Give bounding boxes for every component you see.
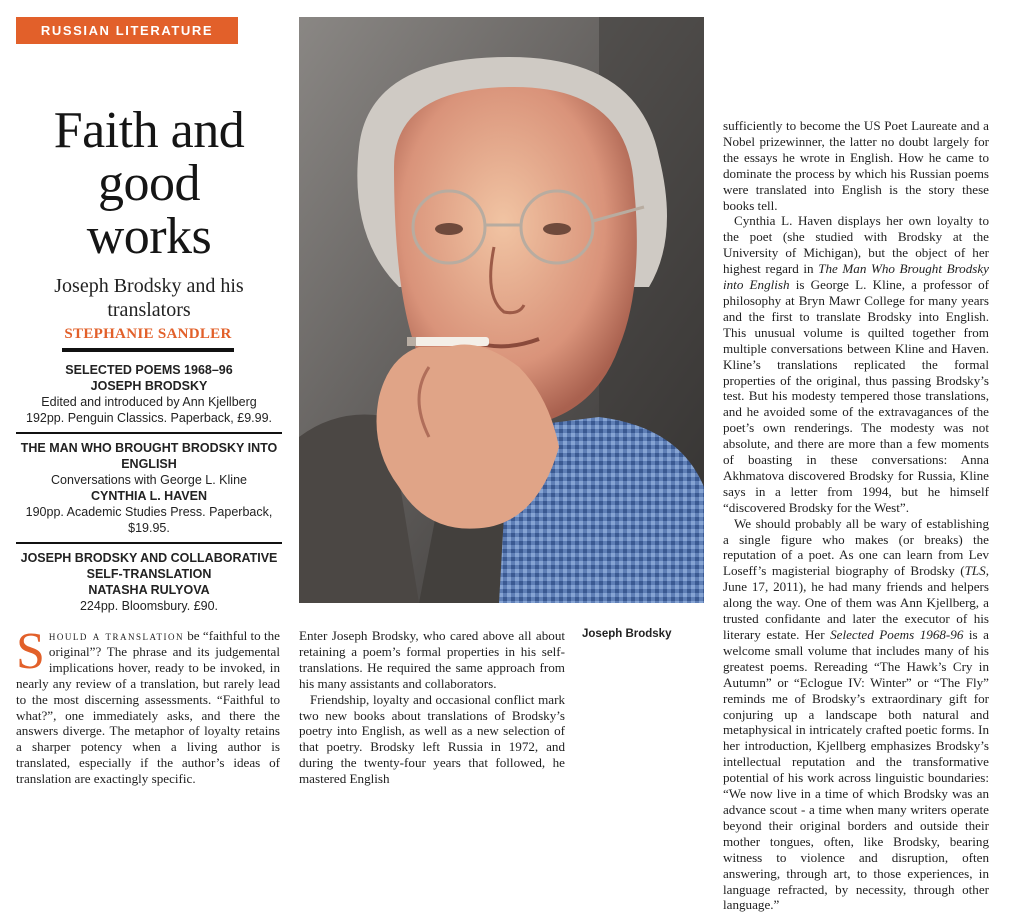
- book-title: SELECTED POEMS 1968–96: [65, 363, 233, 377]
- book-title-italic: Selected Poems 1968-96: [830, 627, 964, 642]
- book-title: THE MAN WHO BROUGHT BRODSKY INTO ENGLISH: [20, 441, 278, 471]
- headline: [16, 104, 282, 263]
- standfirst: [30, 274, 268, 322]
- book-publication: 190pp. Academic Studies Press. Paperback, $19.95.: [25, 505, 273, 535]
- lead-in: hould a translation: [48, 628, 184, 643]
- book-list: [16, 362, 282, 620]
- book-entry: [16, 362, 282, 432]
- paragraph-text: , June 17, 2011), he had many friends and helpers along the way. One of them was Ann Kjellberg, a trusted confidante and later the executor of his literary estate. Her: [723, 563, 989, 642]
- paragraph-text: is George L. Kline, a professor of philosophy at Bryn Mawr College for many years and the first to translate Brodsky into English. This unusual volume is quilted together from multiple conversations between Kline and Haven. Kline’s translations replicated the formal properties of the original, thus passing Brodsky’s test. But his modesty tempered those translations, and he avoided some of the extravagances of the poet’s own renderings. The modesty was not absolute, and there are more than a few moments of boasting in these conversations: Anna Akhmatova discovered Brodsky for Russia, Kline says in a letter from 1994, but he himself “discovered Brodsky for the West”.: [723, 277, 989, 515]
- byline: STEPHANIE SANDLER: [62, 326, 234, 352]
- book-entry: [16, 432, 282, 542]
- headline-line: Faith and: [53, 102, 245, 159]
- paragraph: [723, 213, 989, 515]
- book-note: Edited and introduced by Ann Kjellberg: [41, 395, 257, 409]
- book-author: CYNTHIA L. HAVEN: [91, 489, 207, 503]
- author-portrait-photo: [299, 17, 704, 603]
- body-column-1: [16, 623, 280, 787]
- headline-line: works: [86, 208, 212, 265]
- book-entry: [16, 542, 282, 620]
- drop-cap: S: [16, 623, 45, 680]
- book-author: NATASHA RULYOVA: [88, 583, 210, 597]
- paragraph: Friendship, loyalty and occasional conflict mark two new books about translations of Brodsky’s poetry into English, as well as a new selection of that poetry. Brodsky left Russia in 1972, and during the twenty-four years that followed, he mastered English: [299, 691, 565, 787]
- paragraph: Enter Joseph Brodsky, who cared above all about retaining a poem’s formal properties in his self-translations. He required the same approach from his many assistants and collaborators.: [299, 628, 565, 691]
- headline-line: good: [98, 155, 200, 212]
- paragraph-text: is a welcome small volume that includes many of his greatest poems. Rereading “The Hawk’s Cry in Autumn” or “Eclogue IV: Winter” or “The Fly” reminds me of Brodsky’s extraordinary gift for conjuring up a landscape both natural and metaphysical in intricately crafted poetic forms. In her introduction, Kjellberg emphasizes Brodsky’s intellectual reputation and the transformative potential of his work across linguistic boundaries: “We now live in a time of which Brodsky was an advance scout - a time when many writers operate beyond their original borders and outside their mother tongues, often, like Brodsky, bearing witness to violence and disruption, often answering, through art, to those experiences, in language refracted, by necessity, through other language.”: [723, 627, 989, 913]
- standfirst-line: translators: [107, 299, 191, 321]
- standfirst-line: Joseph Brodsky and his: [54, 275, 244, 297]
- paragraph-text: We should probably all be wary of establishing a single figure who makes (or breaks) the reputation of a poet. As one can learn from Lev Loseff’s magisterial biography of Brodsky (: [723, 515, 989, 579]
- publication-italic: TLS: [964, 563, 986, 579]
- book-title: JOSEPH BRODSKY AND COLLABORATIVE SELF-TRANSLATION: [20, 551, 278, 581]
- book-note: Conversations with George L. Kline: [51, 473, 247, 487]
- book-publication: 192pp. Penguin Classics. Paperback, £9.99.: [26, 411, 272, 425]
- section-tag: RUSSIAN LITERATURE: [16, 17, 238, 44]
- paragraph: sufficiently to become the US Poet Laureate and a Nobel prizewinner, the latter no doubt largely for the essays he wrote in English. How he came to dominate the process by which his Russian poems were translated into English is the story these books tell.: [723, 118, 989, 213]
- paragraph-text: Cynthia L. Haven displays her own loyalty to the poet (she studied with Brodsky at the University of Michigan), but the object of her highest regard in: [723, 213, 989, 277]
- paragraph: [723, 516, 989, 913]
- body-column-3: [723, 118, 989, 913]
- photo-caption: Joseph Brodsky: [582, 628, 672, 640]
- book-author: JOSEPH BRODSKY: [90, 379, 208, 393]
- body-column-2: [299, 628, 565, 787]
- paragraph: [16, 623, 280, 787]
- book-title-italic: The Man Who Brought Brodsky into English: [723, 261, 989, 293]
- book-publication: 224pp. Bloomsbury. £90.: [79, 599, 219, 613]
- portrait-illustration: [299, 17, 704, 603]
- paragraph-text: be “faithful to the original”? The phrase and its judgemental implications hover, ready to be invoked, in nearly any review of a translation, but rarely lead to the most discerning assessments. “Faithful to what?”, one immediately asks, and there the answers diverge. The metaphor of loyalty retains a sharper potency when a living author is translated, especially if the author’s ideas of translation are exactingly specific.: [16, 628, 280, 787]
